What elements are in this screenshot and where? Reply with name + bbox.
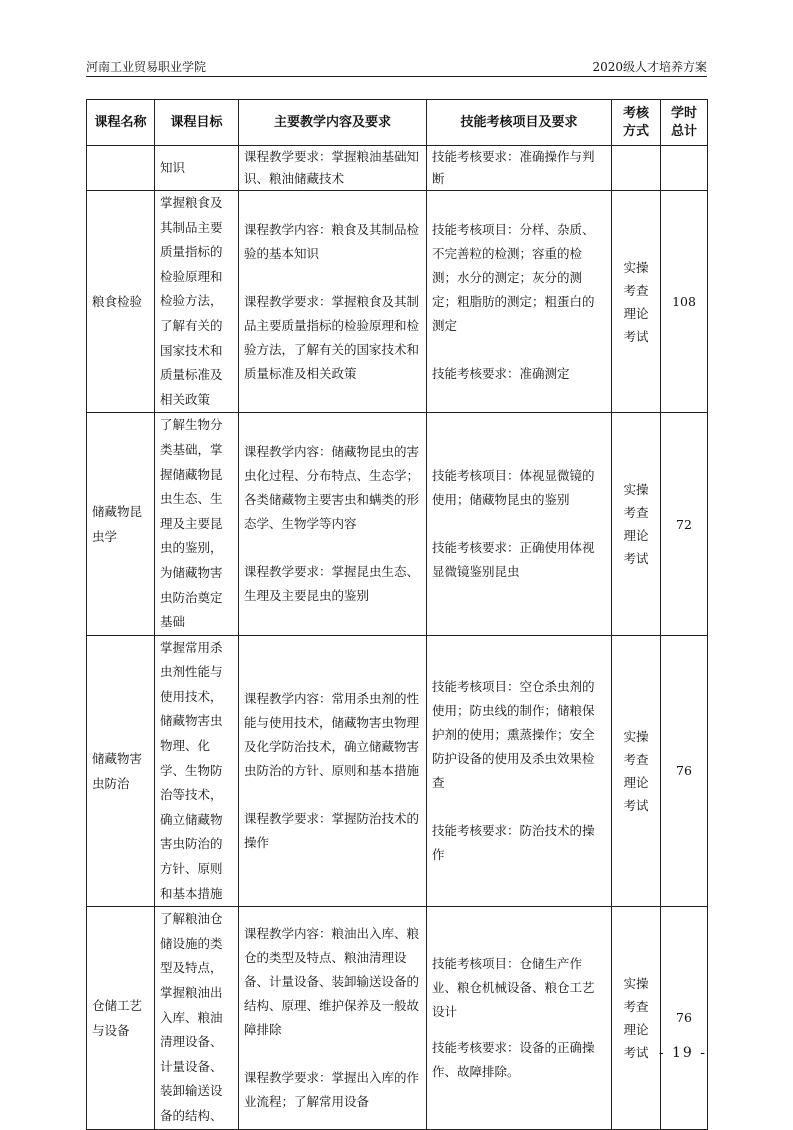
- cell-skill: 技能考核项目：仓储生产作业、粮仓机械设备、粮仓工艺设计 技能考核要求：设备的正确操作、故障排除。: [427, 907, 612, 1129]
- table-header-row: [87, 100, 708, 146]
- document-title: 2020级人才培养方案: [592, 60, 707, 74]
- cell-course-goal: 掌握常用杀虫剂性能与使用技术，储藏物害虫物理、化学、生物防治等技术，确立储藏物害虫防治的方针、原则和基本措施: [155, 635, 239, 907]
- cell-hours: 72: [661, 413, 708, 635]
- cell-course-name: 仓储工艺与设备: [87, 907, 155, 1129]
- cell-method: 实操 考查 理论 考试: [612, 413, 661, 635]
- column-header-assessment: 考核 方式: [612, 100, 661, 146]
- cell-method: 实操 考查 理论 考试: [612, 191, 661, 413]
- cell-method: [612, 146, 661, 191]
- school-name: 河南工业贸易职业学院: [86, 60, 207, 74]
- table-row-continuation: [87, 146, 708, 191]
- cell-course-goal: 了解粮油仓储设施的类型及特点，掌握粮油出入库、粮油清理设备、计量设备、装卸输送设备的结构、: [155, 907, 239, 1129]
- cell-content: 课程教学要求：掌握粮油基础知识、粮油储藏技术: [239, 146, 427, 191]
- table-row: [87, 413, 708, 635]
- cell-course-name: 储藏物害虫防治: [87, 635, 155, 907]
- table-row: [87, 907, 708, 1129]
- cell-content: 课程教学内容：常用杀虫剂的性能与使用技术，储藏物害虫物理及化学防治技术，确立储藏物害虫防治的方针、原则和基本措施 课程教学要求：掌握防治技术的操作: [239, 635, 427, 907]
- cell-content: 课程教学内容：粮油出入库、粮仓的类型及特点、粮油清理设备、计量设备、装卸输送设备的结构、原理、维护保养及一般故障排除 课程教学要求：掌握出入库的作业流程；了解常用设备: [239, 907, 427, 1129]
- cell-hours: 108: [661, 191, 708, 413]
- cell-skill: 技能考核要求：准确操作与判断: [427, 146, 612, 191]
- cell-course-goal: 掌握粮食及其制品主要质量指标的检验原理和检验方法，了解有关的国家技术和质量标准及相关政策: [155, 191, 239, 413]
- cell-hours: [661, 146, 708, 191]
- column-header-course-name: 课程名称: [87, 100, 155, 146]
- column-header-content: 主要教学内容及要求: [239, 100, 427, 146]
- curriculum-table: [86, 99, 708, 1130]
- table-row: [87, 191, 708, 413]
- cell-content: 课程教学内容：粮食及其制品检验的基本知识 课程教学要求：掌握粮食及其制品主要质量指标的检验原理和检验方法，了解有关的国家技术和质量标准及相关政策: [239, 191, 427, 413]
- table-row: [87, 635, 708, 907]
- cell-method: 实操 考查 理论 考试: [612, 635, 661, 907]
- cell-course-goal: 了解生物分类基础，掌握储藏物昆虫生态、生理及主要昆虫的鉴别，为储藏物害虫防治奠定基础: [155, 413, 239, 635]
- cell-method: 实操 考查 理论 考试: [612, 907, 661, 1129]
- column-header-skill: 技能考核项目及要求: [427, 100, 612, 146]
- cell-content: 课程教学内容：储藏物昆虫的害虫化过程、分布特点、生态学；各类储藏物主要害虫和螨类的形态学、生物学等内容 课程教学要求：掌握昆虫生态、生理及主要昆虫的鉴别: [239, 413, 427, 635]
- page-number: - 19 -: [658, 1045, 707, 1061]
- cell-hours: 76: [661, 635, 708, 907]
- cell-course-name: [87, 146, 155, 191]
- cell-course-goal: 知识: [155, 146, 239, 191]
- cell-hours: 76: [661, 907, 708, 1129]
- cell-course-name: 粮食检验: [87, 191, 155, 413]
- cell-skill: 技能考核项目：空仓杀虫剂的使用；防虫线的制作；储粮保护剂的使用；熏蒸操作；安全防护设备的使用及杀虫效果检查 技能考核要求：防治技术的操作: [427, 635, 612, 907]
- column-header-course-goal: 课程目标: [155, 100, 239, 146]
- cell-skill: 技能考核项目：分样、杂质、不完善粒的检测；容重的检测；水分的测定；灰分的测定；粗脂肪的测定；粗蛋白的测定 技能考核要求：准确测定: [427, 191, 612, 413]
- page-header: [86, 56, 707, 77]
- column-header-hours: 学时 总计: [661, 100, 708, 146]
- cell-course-name: 储藏物昆虫学: [87, 413, 155, 635]
- cell-skill: 技能考核项目：体视显微镜的使用；储藏物昆虫的鉴别 技能考核要求：正确使用体视显微镜鉴别昆虫: [427, 413, 612, 635]
